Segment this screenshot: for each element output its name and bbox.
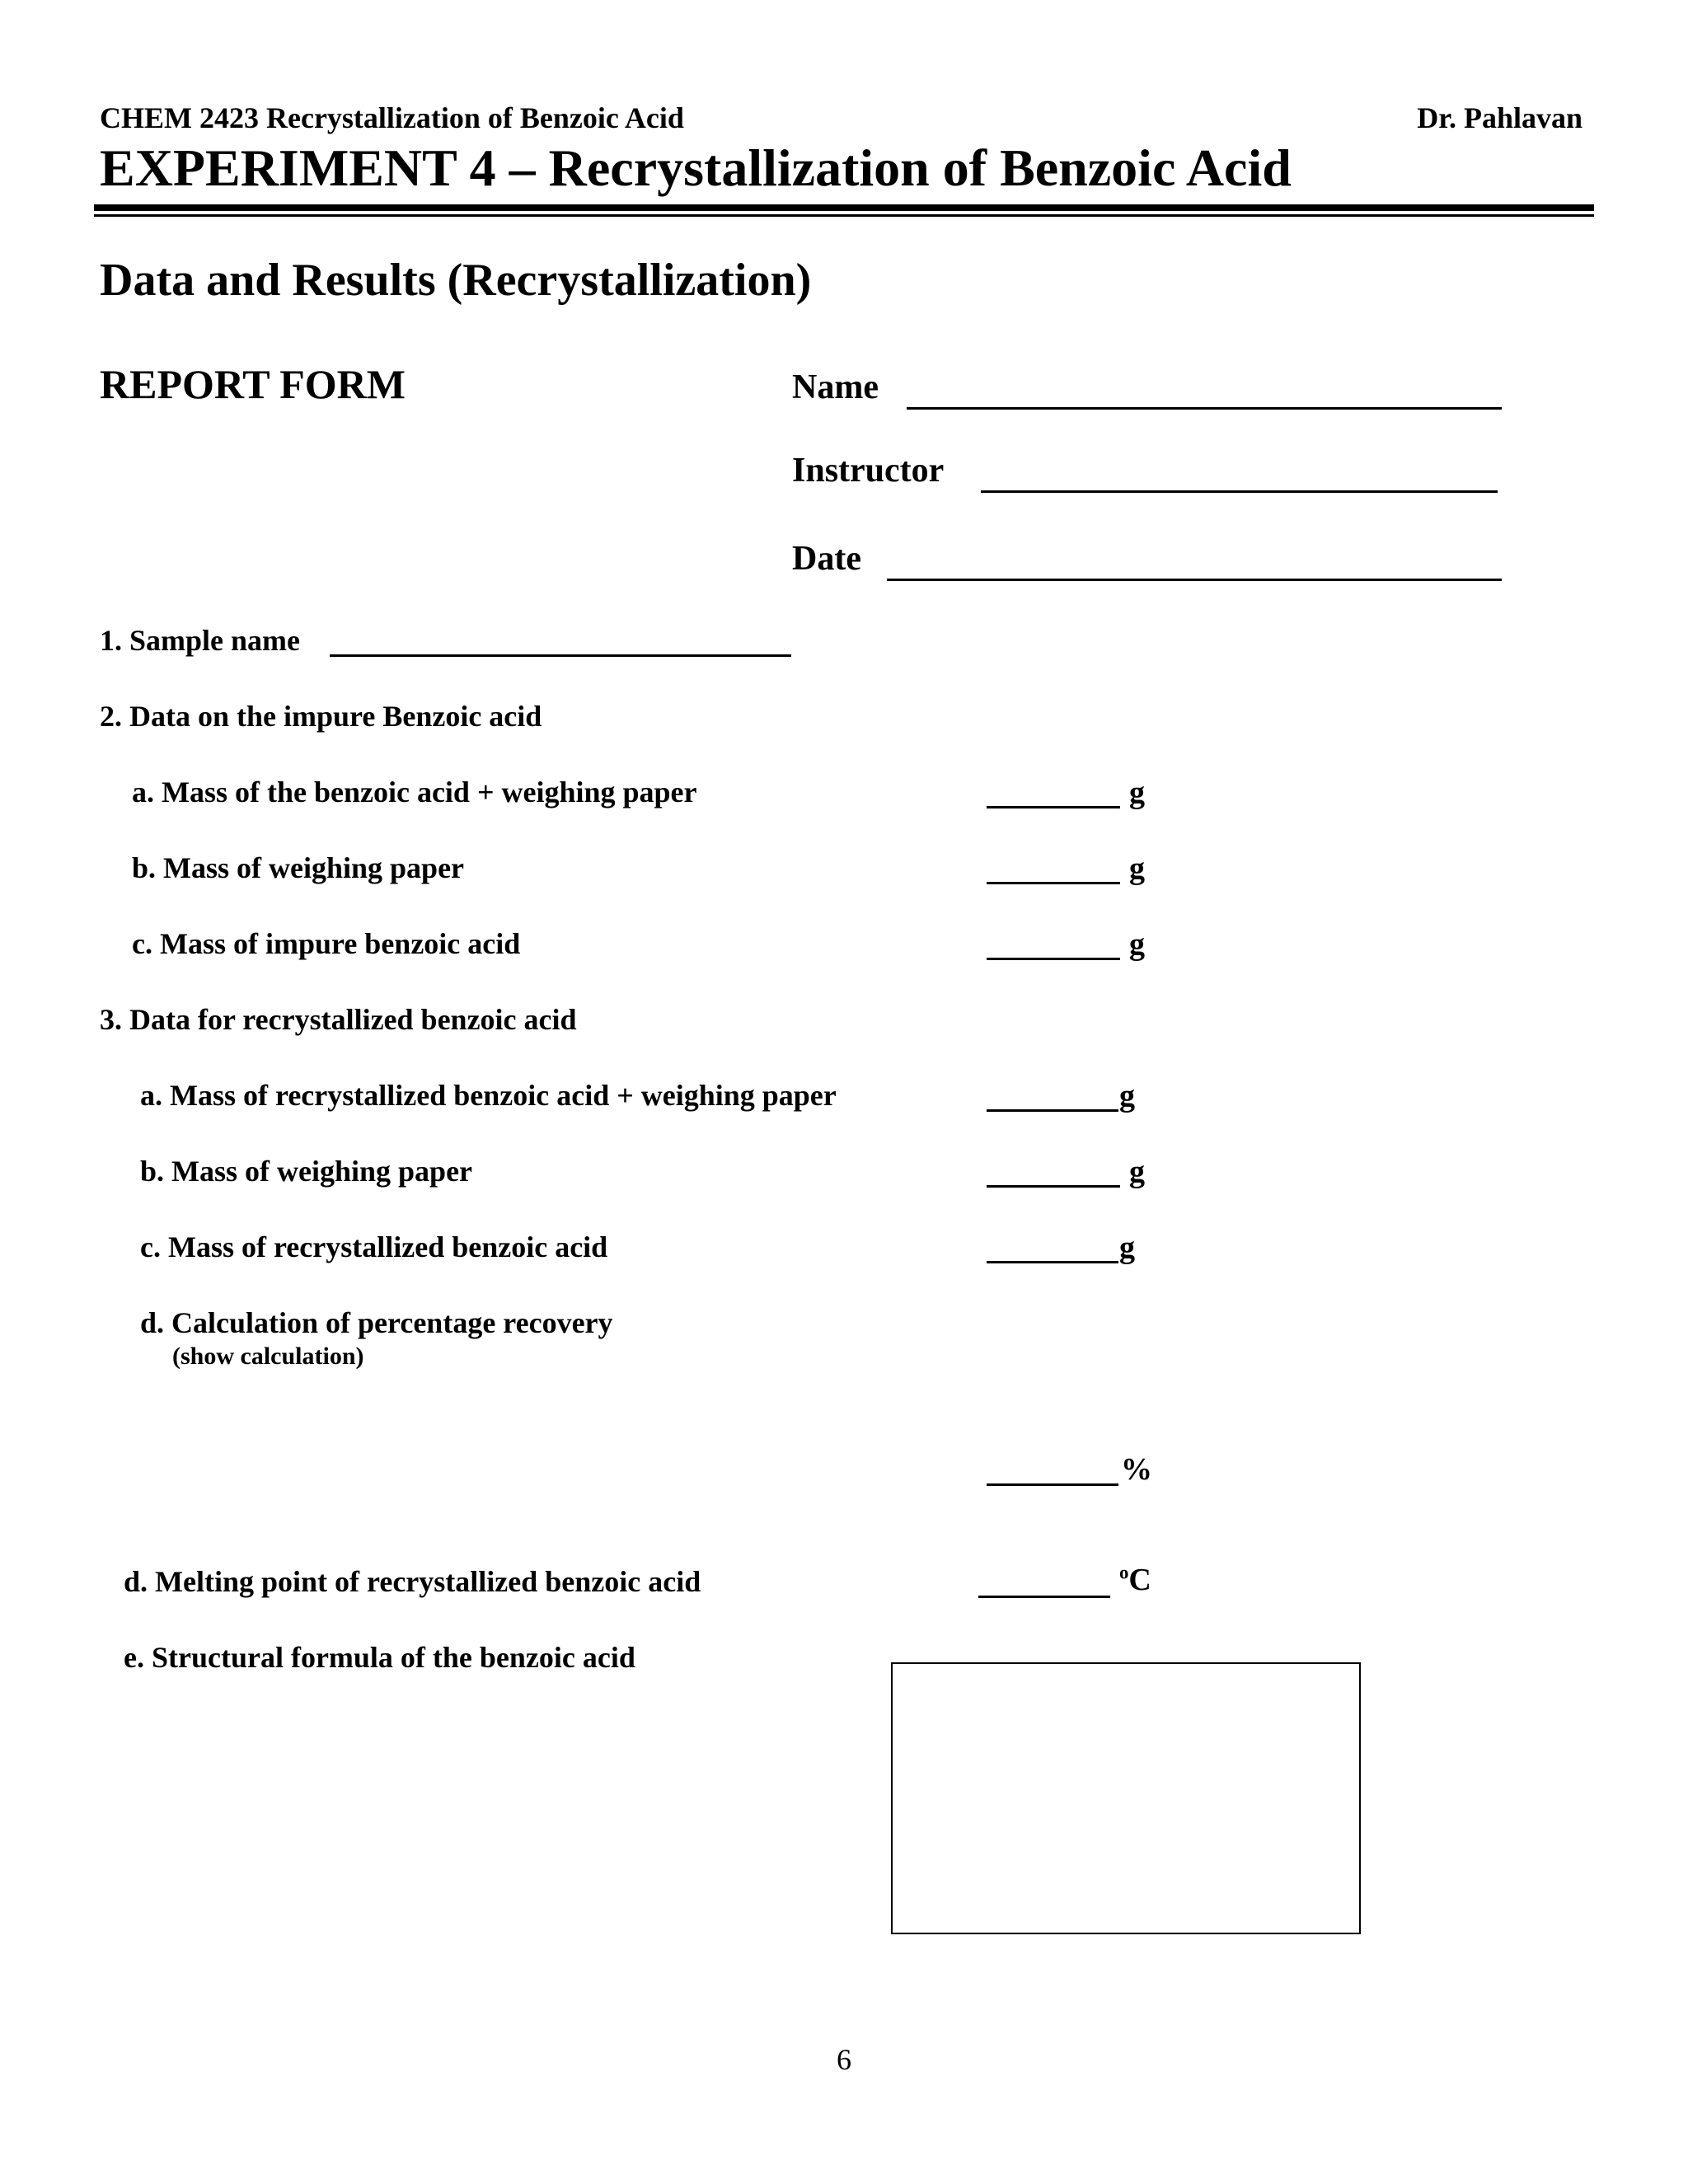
- show-calculation-note: (show calculation): [172, 1343, 364, 1370]
- page-number: 6: [837, 2043, 851, 2076]
- header-rule-thick: [94, 204, 1594, 211]
- percent-recovery-field[interactable]: [987, 1483, 1118, 1486]
- instructor-field[interactable]: [981, 490, 1498, 493]
- gram-unit: g: [1119, 1230, 1135, 1265]
- recryst-mass-with-paper-field[interactable]: [987, 1109, 1118, 1112]
- instructor-label: Instructor: [792, 452, 945, 490]
- melting-point-label: d. Melting point of recrystallized benzoic acid: [124, 1565, 701, 1598]
- experiment-title: EXPERIMENT 4 – Recrystallization of Benzoic Acid: [100, 138, 1292, 197]
- impure-paper-mass-label: b. Mass of weighing paper: [132, 851, 465, 884]
- impure-acid-mass-label: c. Mass of impure benzoic acid: [132, 927, 521, 960]
- date-label: Date: [792, 540, 861, 578]
- report-form-title: REPORT FORM: [100, 361, 406, 407]
- course-header: CHEM 2423 Recrystallization of Benzoic Acid: [100, 101, 684, 134]
- impure-mass-with-paper-label: a. Mass of the benzoic acid + weighing paper: [132, 776, 697, 808]
- percent-unit: %: [1121, 1452, 1152, 1487]
- gram-unit: g: [1129, 927, 1145, 962]
- impure-paper-mass-field[interactable]: [987, 882, 1120, 884]
- impure-mass-with-paper-field[interactable]: [987, 806, 1120, 808]
- sample-name-label: 1. Sample name: [100, 624, 300, 657]
- gram-unit: g: [1119, 1079, 1135, 1113]
- impure-data-heading: 2. Data on the impure Benzoic acid: [100, 700, 542, 733]
- name-label: Name: [792, 368, 879, 406]
- recryst-acid-mass-field[interactable]: [987, 1261, 1118, 1263]
- header-rule-thin: [94, 214, 1594, 217]
- section-title: Data and Results (Recrystallization): [100, 255, 812, 306]
- recryst-mass-with-paper-label: a. Mass of recrystallized benzoic acid + weighing paper: [140, 1079, 837, 1112]
- melting-point-field[interactable]: [978, 1596, 1110, 1598]
- impure-acid-mass-field[interactable]: [987, 958, 1120, 960]
- gram-unit: g: [1129, 1155, 1145, 1189]
- celsius-unit: $^o$C: [1119, 1562, 1151, 1597]
- percent-recovery-label: d. Calculation of percentage recovery: [140, 1306, 613, 1339]
- gram-unit: g: [1129, 776, 1145, 810]
- name-field[interactable]: [907, 407, 1502, 410]
- structural-formula-box[interactable]: [891, 1662, 1361, 1934]
- sample-name-field[interactable]: [330, 654, 791, 657]
- recryst-paper-mass-field[interactable]: [987, 1185, 1120, 1188]
- recryst-data-heading: 3. Data for recrystallized benzoic acid: [100, 1003, 577, 1036]
- gram-unit: g: [1129, 851, 1145, 886]
- author-header: Dr. Pahlavan: [1417, 101, 1582, 134]
- date-field[interactable]: [887, 579, 1502, 581]
- structural-formula-label: e. Structural formula of the benzoic acid: [124, 1641, 635, 1674]
- recryst-acid-mass-label: c. Mass of recrystallized benzoic acid: [140, 1230, 608, 1263]
- recryst-paper-mass-label: b. Mass of weighing paper: [140, 1155, 473, 1188]
